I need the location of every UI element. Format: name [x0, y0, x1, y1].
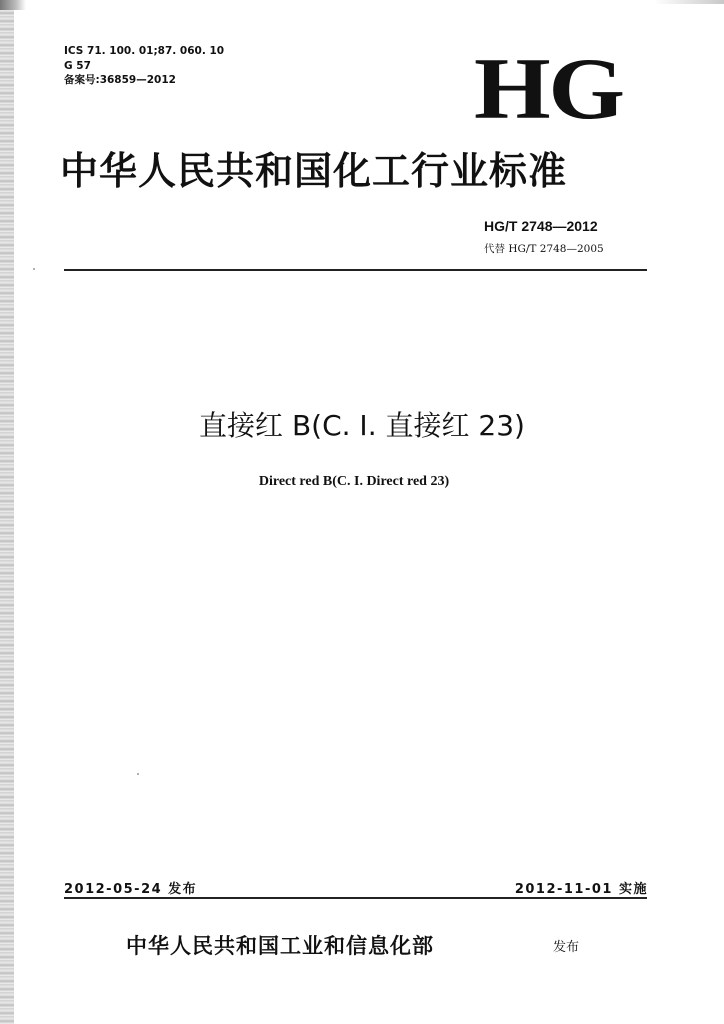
- document-title-chinese: 直接红 B(C. I. 直接红 23): [199, 409, 525, 442]
- standard-code: HG/T 2748—2012: [484, 218, 598, 234]
- scan-top-edge: [654, 0, 724, 4]
- issuing-action: 发布: [553, 940, 580, 955]
- scan-speck: [137, 773, 139, 775]
- bottom-divider: [64, 897, 647, 899]
- scan-binding-edge: [0, 0, 14, 1024]
- issuing-authority: 中华人民共和国工业和信息化部: [126, 933, 434, 958]
- replaces-standard: 代替 HG/T 2748—2005: [484, 243, 604, 255]
- classification-block: [64, 44, 224, 88]
- issue-date: 2012-05-24 发布: [64, 882, 198, 897]
- filing-number: 备案号:36859—2012: [64, 74, 176, 86]
- top-divider: [64, 269, 647, 271]
- hg-logo: HG: [474, 41, 623, 138]
- scan-speck: [33, 268, 35, 270]
- scan-corner-mark: [0, 0, 26, 10]
- ics-code: ICS 71. 100. 01;87. 060. 10: [64, 45, 225, 57]
- ccs-code: G 57: [64, 59, 91, 72]
- implementation-date: 2012-11-01 实施: [514, 882, 648, 897]
- standard-category-title: 中华人民共和国化工行业标准: [60, 148, 568, 193]
- document-title-english: Direct red B(C. I. Direct red 23): [258, 474, 450, 489]
